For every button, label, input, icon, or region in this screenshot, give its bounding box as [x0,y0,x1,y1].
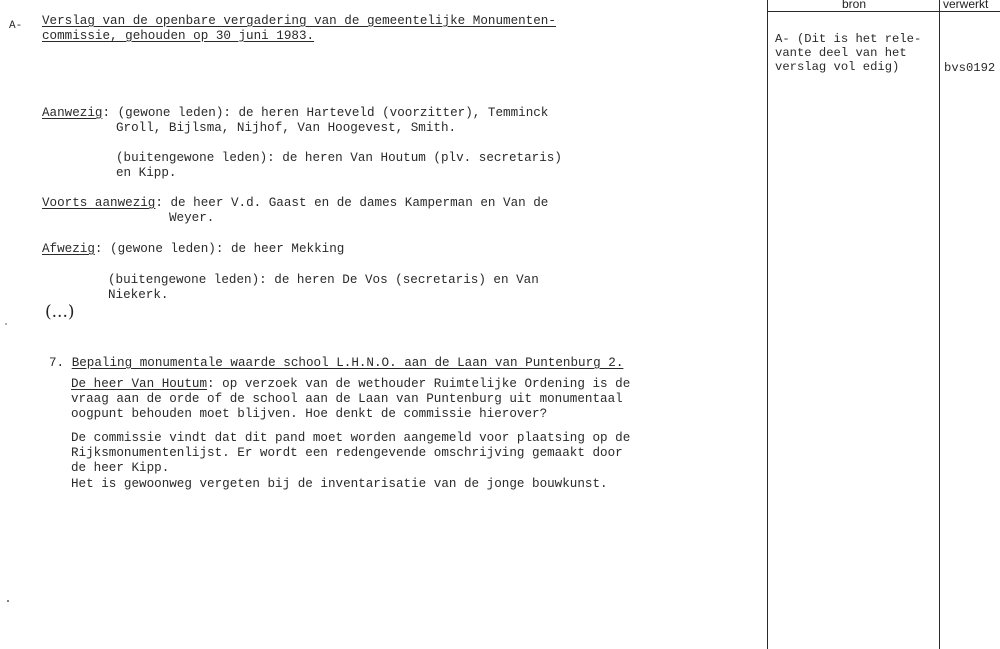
voorts-label: Voorts aanwezig [42,196,156,210]
voorts-line-2: Weyer. [169,211,215,225]
afwezig-buiten-line-2: Niekerk. [108,288,169,302]
item7-para1-line-2: vraag aan de orde of de school aan de Laan van Puntenburg uit monumentaal [71,392,623,406]
aanwezig-label: Aanwezig [42,106,103,120]
voorts-text: : de heer V.d. Gaast en de dames Kamperman en Van de [155,196,549,210]
afwezig-text: : (gewone leden): de heer Mekking [94,242,345,256]
buitengewone-line-1: (buitengewone leden): de heren Van Houtum (plv. secretaris) [116,151,562,165]
item7-number: 7. [49,356,65,370]
column-divider-middle [939,0,940,649]
item7-speaker: De heer Van Houtum [71,377,208,391]
scan-speck [5,323,7,325]
item7-para2-line-2: Rijksmonumentenlijst. Er wordt een redengevende omschrijving gemaakt door [71,446,623,460]
column-divider-left [767,0,768,649]
header-rule [767,11,1000,12]
afwezig-label: Afwezig [42,242,95,256]
item7-para2-line-3: de heer Kipp. [71,461,170,475]
title-line-1: Verslag van de openbare vergadering van de gemeentelijke Monumenten- [42,14,556,28]
aanwezig-line-1 [42,106,548,120]
bron-header: bron [842,0,867,11]
title-line-2: commissie, gehouden op 30 juni 1983. [42,29,315,43]
item7-para1-line-1 [71,377,630,391]
buitengewone-line-2: en Kipp. [116,166,177,180]
voorts-line-1 [42,196,548,210]
scan-speck [7,600,9,602]
afwezig-line-1 [42,242,344,256]
handwritten-ellipsis: (...) [45,302,75,322]
item7-heading-line [49,356,623,370]
item7-para1-text: : op verzoek van de wethouder Ruimtelijke Ordening is de [207,377,631,391]
bron-line-2: vante deel van het [775,46,907,60]
bron-line-1: A- (Dit is het rele- [775,32,922,46]
afwezig-buiten-line-1: (buitengewone leden): de heren De Vos (secretaris) en Van [108,273,539,287]
item7-para1-line-3: oogpunt behouden moet blijven. Hoe denkt de commissie hierover? [71,407,548,421]
margin-marker: A- [9,20,23,32]
verwerkt-header: verwerkt [943,0,989,11]
aanwezig-text: : (gewone leden): de heren Harteveld (voorzitter), Temminck [102,106,549,120]
aanwezig-line-2: Groll, Bijlsma, Nijhof, Van Hoogevest, Smith. [116,121,457,135]
bron-line-3: verslag vol edig) [775,60,900,74]
item7-para2-line-1: De commissie vindt dat dit pand moet worden aangemeld voor plaatsing op de [71,431,631,445]
item7-para2-line-4: Het is gewoonweg vergeten bij de inventarisatie van de jonge bouwkunst. [71,477,608,491]
verwerkt-value: bvs0192 [944,61,996,75]
item7-heading: Bepaling monumentale waarde school L.H.N.O. aan de Laan van Puntenburg 2. [71,356,624,370]
